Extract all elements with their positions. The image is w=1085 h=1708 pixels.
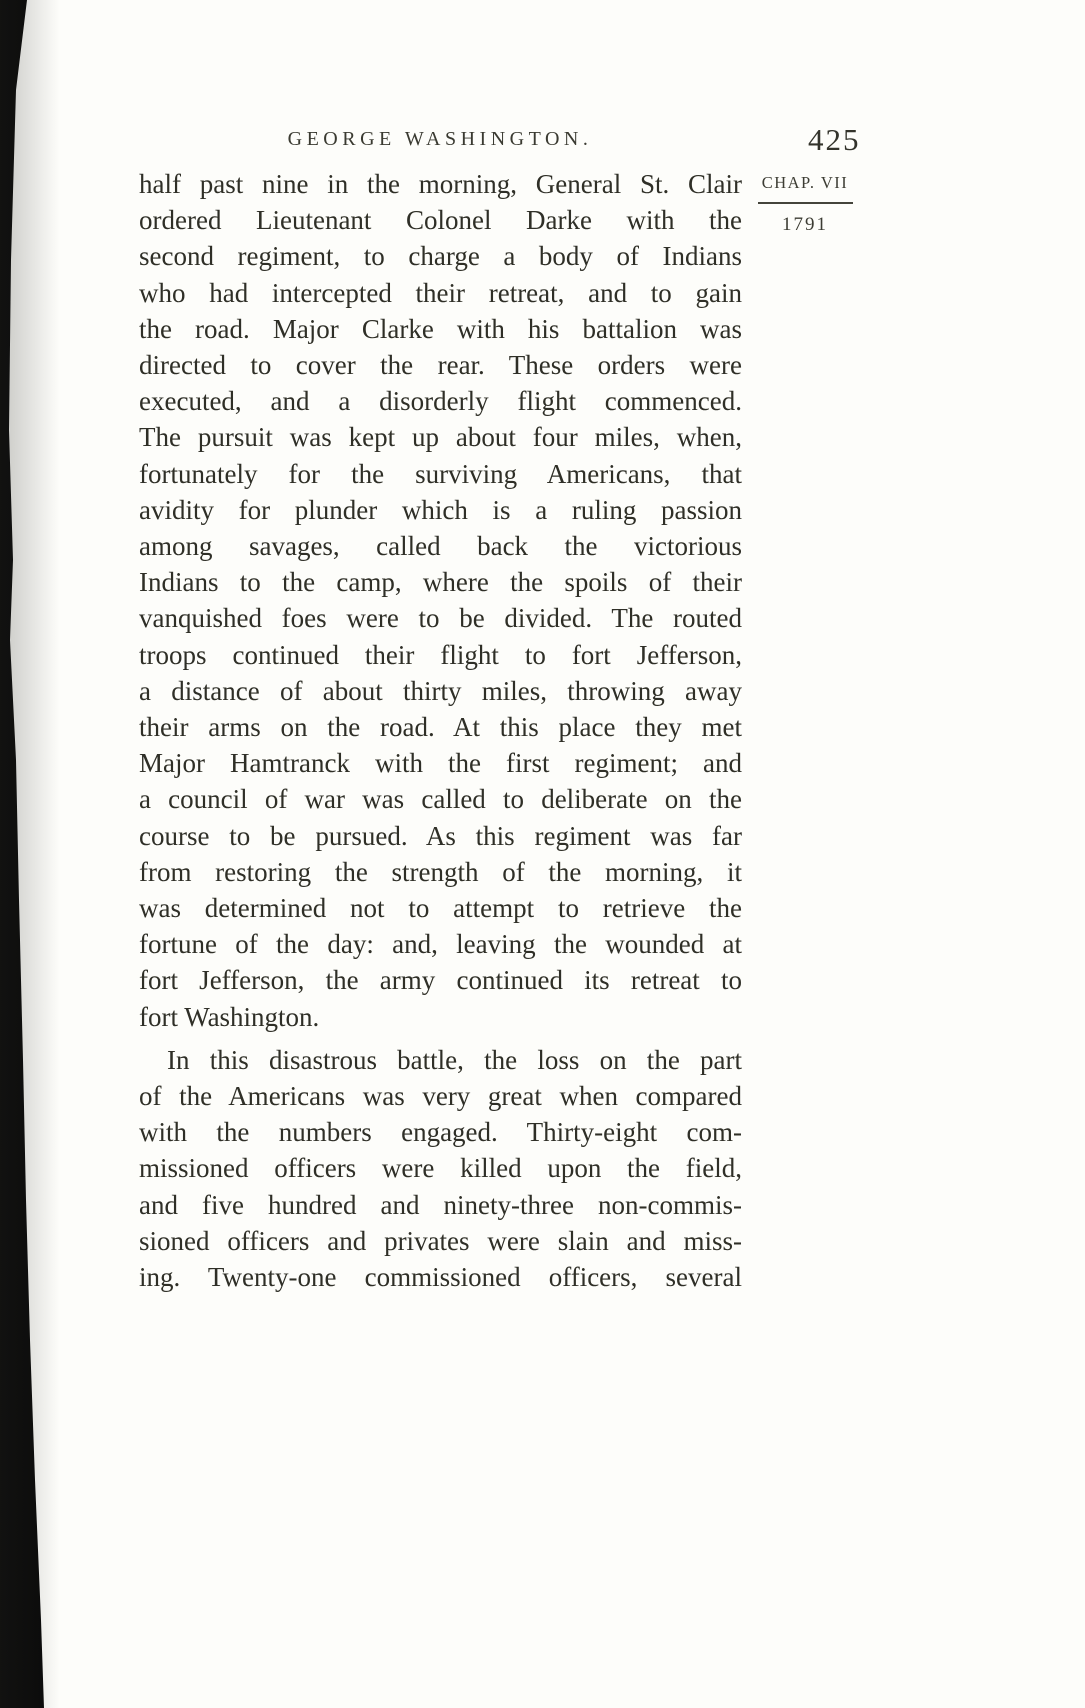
text-line: their arms on the road. At this place they met	[139, 712, 742, 743]
text-line: sioned officers and privates were slain and miss-	[139, 1225, 742, 1256]
paragraph	[139, 166, 742, 1035]
text-line: among savages, called back the victorious	[139, 531, 742, 562]
text-line: was determined not to attempt to retrieve the	[139, 893, 742, 924]
text-line: fortunately for the surviving Americans, that	[139, 458, 742, 489]
text-line: a council of war was called to deliberate on the	[139, 784, 742, 815]
margin-notes	[757, 173, 853, 236]
text-line: directed to cover the rear. These orders were	[139, 350, 742, 381]
year-note: 1791	[782, 214, 828, 235]
text-line: missioned officers were killed upon the field,	[139, 1153, 742, 1184]
text-line: ordered Lieutenant Colonel Darke with the	[139, 205, 742, 236]
header-title: GEORGE WASHINGTON.	[287, 128, 593, 150]
text-line: avidity for plunder which is a ruling passion	[139, 494, 742, 525]
text-line: a distance of about thirty miles, throwing away	[139, 675, 742, 706]
margin-rule	[758, 202, 853, 204]
text-line: second regiment, to charge a body of Indians	[139, 241, 742, 272]
text-line: fortune of the day: and, leaving the wounded at	[139, 929, 742, 960]
text-line: vanquished foes were to be divided. The routed	[139, 603, 742, 634]
text-line: ing. Twenty-one commissioned officers, several	[139, 1262, 742, 1293]
text-line: The pursuit was kept up about four miles, when,	[139, 422, 742, 453]
chapter-note: CHAP. VII	[761, 173, 849, 192]
text-line: with the numbers engaged. Thirty-eight com-	[139, 1117, 742, 1148]
text-line: who had intercepted their retreat, and to gain	[139, 277, 742, 308]
text-line: fort Washington.	[139, 1001, 320, 1032]
text-line: of the Americans was very great when compared	[139, 1081, 742, 1112]
text-line: In this disastrous battle, the loss on the part	[167, 1044, 742, 1075]
text-line: Major Hamtranck with the first regiment; and	[139, 748, 742, 779]
text-line: half past nine in the morning, General St. Clair	[139, 169, 742, 199]
text-line: and five hundred and ninety-three non-commis-	[139, 1189, 742, 1220]
text-line: the road. Major Clarke with his battalion was	[139, 313, 742, 344]
text-line: troops continued their flight to fort Jefferson,	[139, 639, 742, 670]
text-line: course to be pursued. As this regiment was far	[139, 820, 742, 851]
page-number: 425	[808, 122, 861, 157]
binding-shadow	[0, 0, 48, 1708]
paragraph	[139, 1042, 742, 1295]
text-line: from restoring the strength of the morning, it	[139, 856, 742, 887]
text-line: Indians to the camp, where the spoils of their	[139, 567, 742, 598]
running-header	[139, 128, 741, 151]
body-text	[139, 166, 742, 1295]
text-line: fort Jefferson, the army continued its retreat to	[139, 965, 742, 996]
text-line: executed, and a disorderly flight commenced.	[139, 386, 742, 417]
